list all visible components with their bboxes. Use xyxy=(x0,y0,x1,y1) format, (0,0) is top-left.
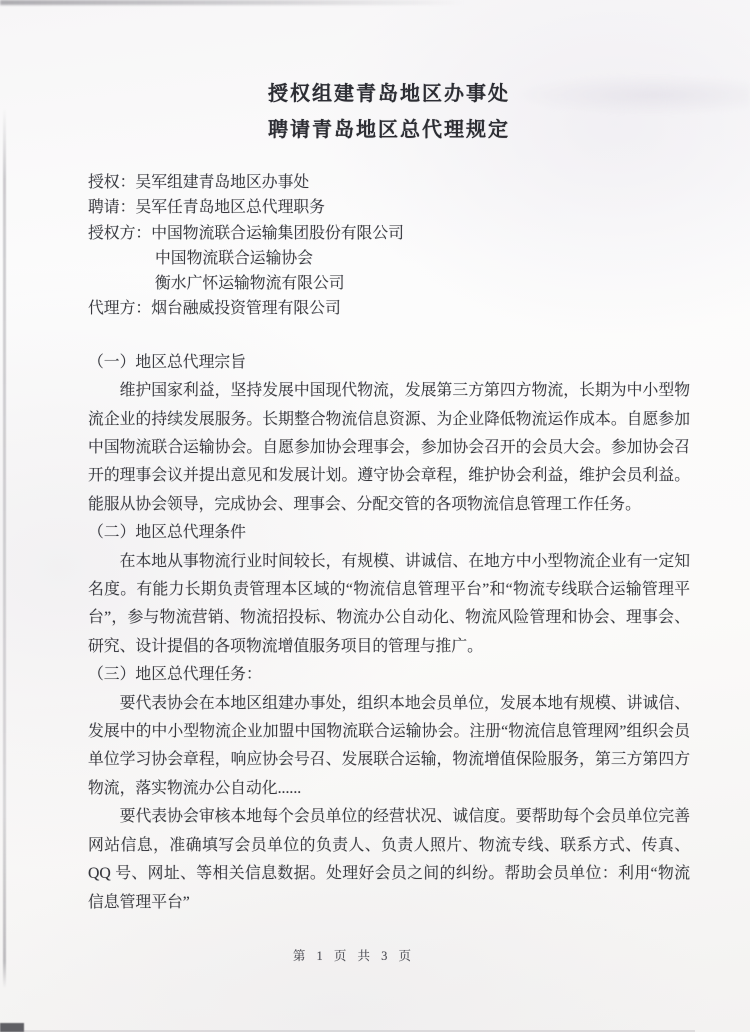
document-title xyxy=(88,76,690,148)
scan-edge-left xyxy=(3,108,6,988)
section-3-heading: （三）地区总代理任务： xyxy=(88,666,262,684)
header-line-authorizer: 授权方：中国物流联合运输集团股份有限公司 xyxy=(88,224,404,242)
document-title-line-1: 授权组建青岛地区办事处 xyxy=(268,83,510,105)
header-line-authorize: 授权：吴军组建青岛地区办事处 xyxy=(88,174,310,191)
page-number: 第 1 页 共 3 页 xyxy=(292,949,416,963)
section-3-paragraph-1: 要代表协会在本地区组建办事处，组织本地会员单位，发展本地有规模、讲诚信、发展中的中小型物流企业加盟中国物流联合运输协会。注册“物流信息管理网”组织会员单位学习协会章程，响应协会号召、发展联合运输，物流增值保险服务，第三方第四方物流，落实物流办公自动化...... xyxy=(88,694,690,797)
section-2-heading: （二）地区总代理条件 xyxy=(88,524,246,542)
header-line-authorizer-3: 衡水广怀运输物流有限公司 xyxy=(155,275,345,293)
section-3-paragraph-2: 要代表协会审核本地每个会员单位的经营状况、诚信度。要帮助每个会员单位完善网站信息，准确填写会员单位的负责人、负责人照片、物流专线、联系方式、传真、QQ 号、网址、等相关信息数据。处理好会员之间的纠纷。帮助会员单位：利用“物流信息管理平台” xyxy=(88,808,690,911)
header-line-agent: 代理方：烟台融威投资管理有限公司 xyxy=(88,300,341,318)
document-content xyxy=(88,0,690,1032)
section-1-heading: （一）地区总代理宗旨 xyxy=(88,353,246,371)
section-2-paragraph: 在本地从事物流行业时间较长，有规模、讲诚信、在地方中小型物流企业有一定知名度。有能力长期负责管理本区域的“物流信息管理平台”和“物流专线联合运输管理平台”，参与物流营销、物流招投标、物流办公自动化、物流风险管理和协会、理事会、研究、设计提倡的各项物流增值服务项目的管理与推广。 xyxy=(88,552,690,655)
header-block xyxy=(88,170,690,322)
document-body xyxy=(88,349,690,917)
section-1-paragraph: 维护国家利益，坚持发展中国现代物流，发展第三方第四方物流，长期为中小型物流企业的持续发展服务。长期整合物流信息资源、为企业降低物流运作成本。自愿参加中国物流联合运输协会。自愿参加协会理事会，参加协会召开的会员大会。参加协会召开的理事会议并提出意见和发展计划。遵守协会章程，维护协会利益，维护会员利益。能服从协会领导，完成协会、理事会、分配交管的各项物流信息管理工作任务。 xyxy=(88,382,690,513)
document-title-line-2: 聘请青岛地区总代理规定 xyxy=(268,119,510,141)
header-line-authorizer-2: 中国物流联合运输协会 xyxy=(155,249,313,267)
header-line-appoint: 聘请：吴军任青岛地区总代理职务 xyxy=(88,199,325,217)
